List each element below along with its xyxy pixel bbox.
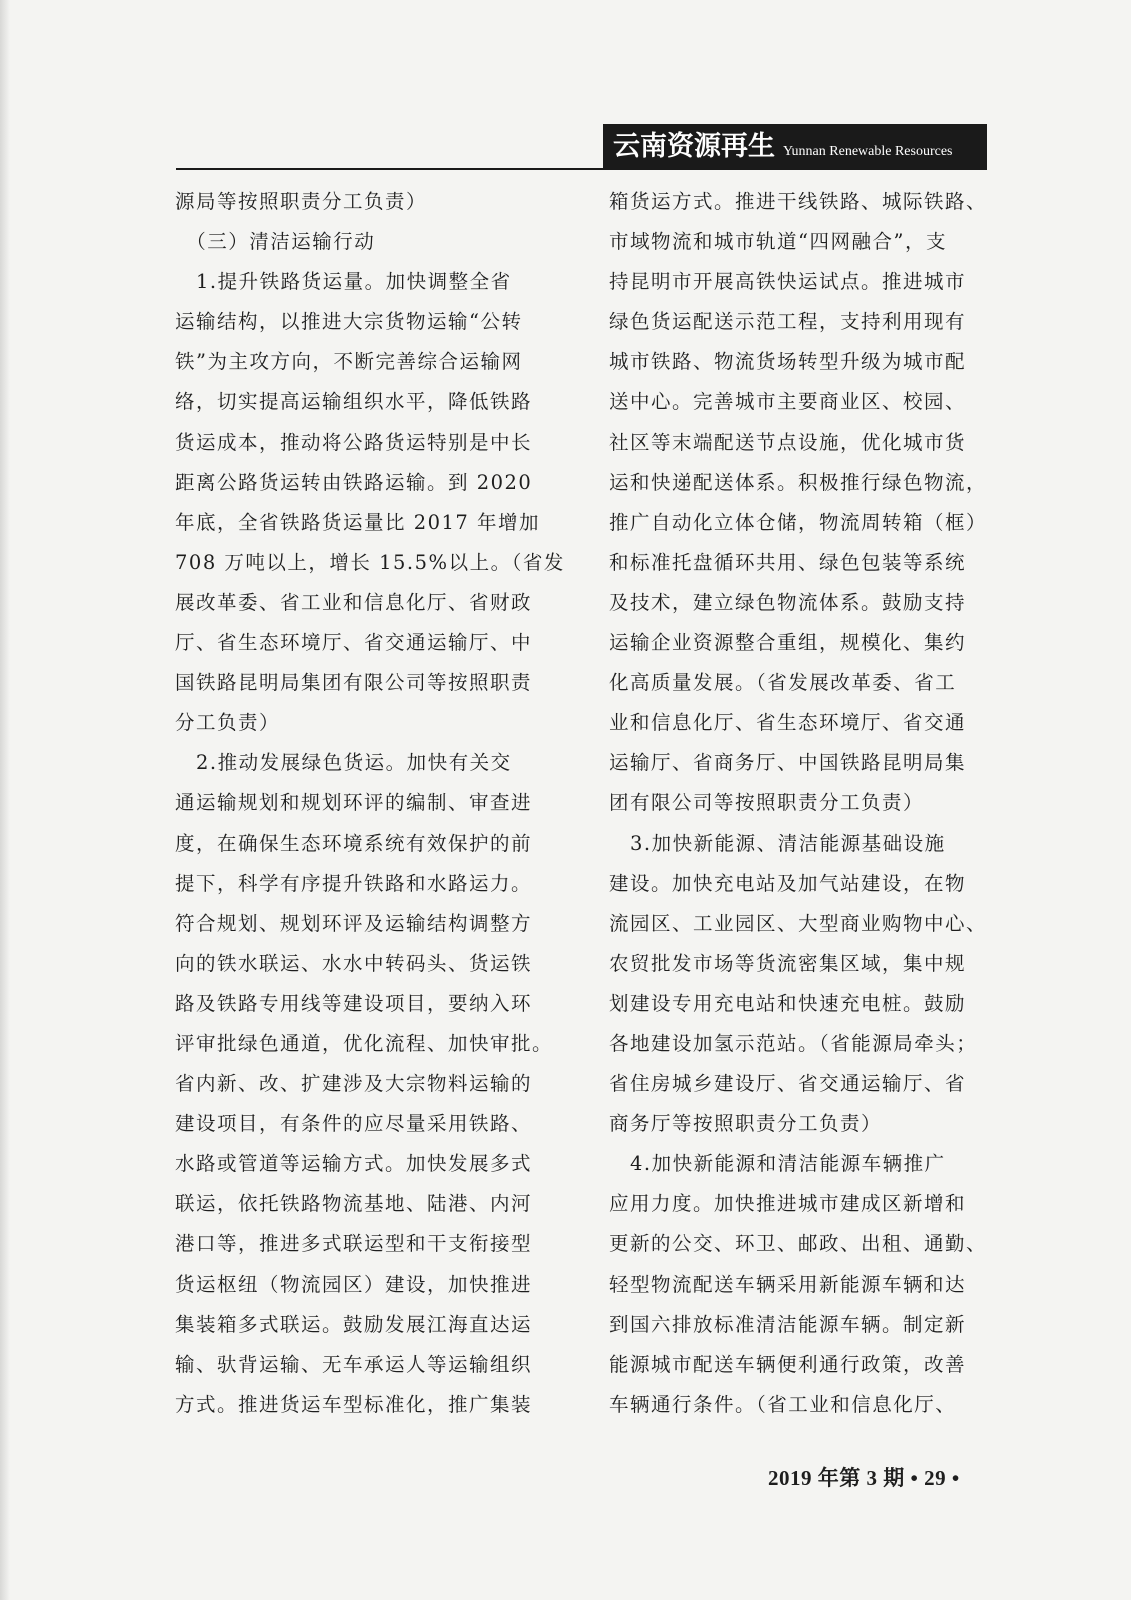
text-line: 港口等，推进多式联运型和干支衔接型 [175, 1232, 533, 1256]
text-line: 能源城市配送车辆便利通行政策，改善 [609, 1352, 967, 1376]
text-line: 市域物流和城市轨道“四网融合”，支 [609, 230, 947, 254]
text-line: 度，在确保生态环境系统有效保护的前 [175, 831, 533, 855]
text-line: 2.推动发展绿色货运。加快有关交 [175, 751, 512, 775]
masthead-title-en: Yunnan Renewable Resources [783, 144, 953, 159]
text-line: 业和信息化厅、省生态环境厅、省交通 [609, 711, 967, 735]
text-line: 箱货运方式。推进干线铁路、城际铁路、 [609, 190, 988, 213]
text-line: 输、驮背运输、无车承运人等运输组织 [175, 1352, 533, 1376]
text-line: 商务厅等按照职责分工负责） [609, 1112, 883, 1136]
text-line: 建设。加快充电站及加气站建设，在物 [609, 871, 967, 895]
text-line: 集装箱多式联运。鼓励发展江海直达运 [175, 1312, 533, 1336]
text-line: 3.加快新能源、清洁能源基础设施 [609, 831, 946, 855]
text-line: 4.加快新能源和清洁能源车辆推广 [609, 1152, 946, 1176]
text-line: 轻型物流配送车辆采用新能源车辆和达 [609, 1272, 967, 1296]
text-line: 划建设专用充电站和快速充电桩。鼓励 [609, 991, 967, 1015]
text-line: 车辆通行条件。（省工业和信息化厅、 [609, 1392, 957, 1416]
text-line: 应用力度。加快推进城市建成区新增和 [609, 1192, 967, 1216]
text-line: 送中心。完善城市主要商业区、校园、 [609, 390, 967, 414]
text-line: 更新的公交、环卫、邮政、出租、通勤、 [609, 1232, 988, 1256]
text-line: 年底，全省铁路货运量比 2017 年增加 [175, 510, 541, 534]
text-line: 绿色货运配送示范工程，支持利用现有 [609, 310, 967, 334]
page-edge-shadow [0, 0, 10, 1600]
text-line: 农贸批发市场等货流密集区域，集中规 [609, 951, 967, 975]
text-line: 城市铁路、物流货场转型升级为城市配 [609, 350, 967, 374]
text-line: 符合规划、规划环评及运输结构调整方 [175, 911, 533, 935]
text-line: 流园区、工业园区、大型商业购物中心、 [609, 911, 988, 935]
text-line: 货运成本，推动将公路货运特别是中长 [175, 430, 533, 454]
text-line: 方式。推进货运车型标准化，推广集装 [175, 1392, 533, 1416]
text-line: 及技术，建立绿色物流体系。鼓励支持 [609, 590, 967, 614]
text-line: 源局等按照职责分工负责） [175, 190, 428, 213]
text-line: 化高质量发展。（省发展改革委、省工 [609, 671, 957, 695]
text-line: 分工负责） [175, 711, 281, 735]
text-line: 和标准托盘循环共用、绿色包装等系统 [609, 550, 967, 574]
text-line: 省内新、改、扩建涉及大宗物料运输的 [175, 1072, 533, 1096]
text-line: 国铁路昆明局集团有限公司等按照职责 [175, 671, 533, 695]
text-line: 络，切实提高运输组织水平，降低铁路 [175, 390, 533, 414]
text-line: 运输企业资源整合重组，规模化、集约 [609, 631, 967, 655]
text-line: 团有限公司等按照职责分工负责） [609, 791, 925, 815]
text-line: 通运输规划和规划环评的编制、审查进 [175, 791, 533, 815]
text-line: 评审批绿色通道，优化流程、加快审批。 [175, 1031, 554, 1055]
text-line: 1.提升铁路货运量。加快调整全省 [175, 270, 512, 294]
text-line: 运输结构，以推进大宗货物运输“公转 [175, 310, 523, 334]
text-line: 推广自动化立体仓储，物流周转箱（框） [609, 510, 988, 534]
page-footer-issue: 2019 年第 3 期 • 29 • [768, 1466, 960, 1490]
text-line: 货运枢纽（物流园区）建设，加快推进 [175, 1272, 533, 1296]
text-line: 各地建设加氢示范站。（省能源局牵头； [609, 1031, 978, 1055]
text-line: 铁”为主攻方向，不断完善综合运输网 [175, 350, 523, 374]
text-line: 运输厅、省商务厅、中国铁路昆明局集 [609, 751, 967, 775]
right-text-column [609, 182, 987, 1425]
text-line: 提下，科学有序提升铁路和水路运力。 [175, 871, 533, 895]
text-line: 展改革委、省工业和信息化厅、省财政 [175, 590, 533, 614]
text-line: 向的铁水联运、水水中转码头、货运铁 [175, 951, 533, 975]
text-line: 社区等末端配送节点设施，优化城市货 [609, 430, 967, 454]
text-line: 路及铁路专用线等建设项目，要纳入环 [175, 991, 533, 1015]
text-line: 到国六排放标准清洁能源车辆。制定新 [609, 1312, 967, 1336]
text-line: 厅、省生态环境厅、省交通运输厅、中 [175, 631, 533, 655]
text-line: 距离公路货运转由铁路运输。到 2020 [175, 470, 533, 494]
text-line: 省住房城乡建设厅、省交通运输厅、省 [609, 1072, 967, 1096]
text-line: 持昆明市开展高铁快运试点。推进城市 [609, 270, 967, 294]
text-line: 708 万吨以上，增长 15.5%以上。（省发 [175, 550, 565, 574]
left-text-column [175, 182, 565, 1425]
text-line: 水路或管道等运输方式。加快发展多式 [175, 1152, 533, 1176]
masthead-title-cn: 云南资源再生 [613, 131, 775, 162]
text-line: 联运，依托铁路物流基地、陆港、内河 [175, 1192, 533, 1216]
text-line: （三）清洁运输行动 [175, 230, 376, 254]
journal-masthead [603, 124, 987, 168]
header-rule [176, 168, 987, 170]
text-line: 运和快递配送体系。积极推行绿色物流， [609, 470, 988, 494]
text-line: 建设项目，有条件的应尽量采用铁路、 [175, 1112, 533, 1136]
